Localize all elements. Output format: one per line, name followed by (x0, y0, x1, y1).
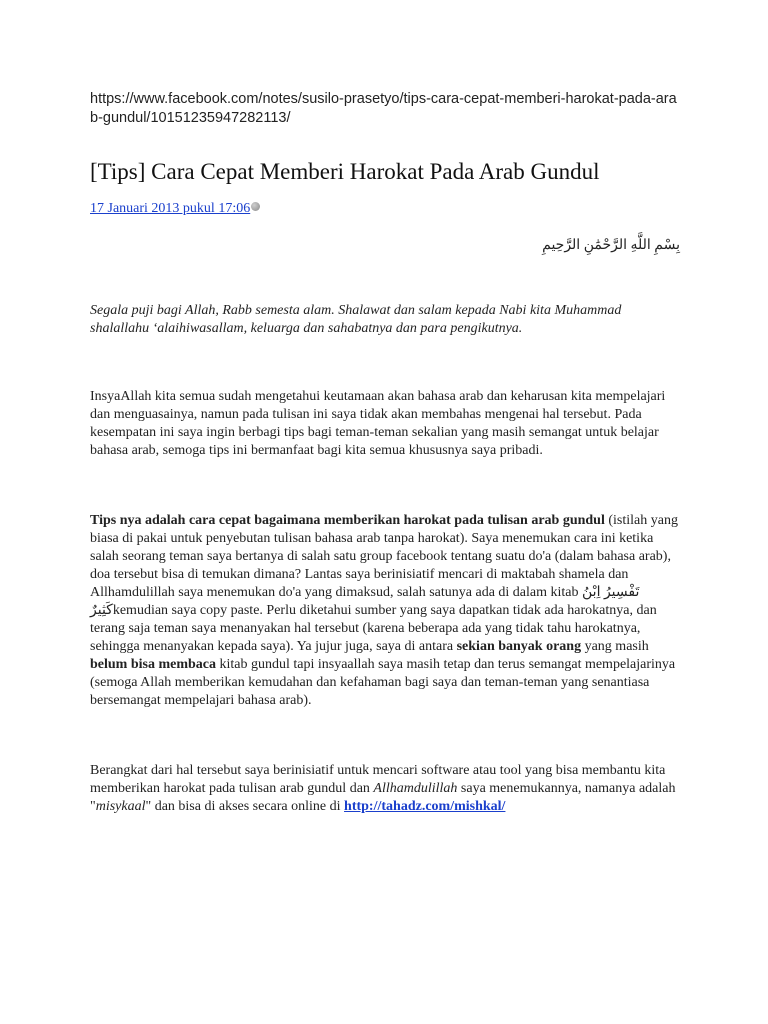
paragraph-3-text-1: Berangkat dari hal tersebut saya berinisiatif untuk mencari software atau tool yang bisa membantu kita memberikan harokat pada tulisan arab gundul dan (90, 763, 666, 796)
kitab-arabic-title: تَفْسِيرُ اِبْنُ كَثِيرٌ (90, 585, 640, 618)
paragraph-3-text-2: saya menemukannya, namanya adalah " (90, 781, 676, 814)
italic-word-2: misykaal (95, 799, 146, 814)
post-date-link[interactable]: 17 Januari 2013 pukul 17:06 (90, 201, 251, 216)
bold-phrase-2: belum bisa membaca (90, 657, 216, 672)
paragraph-2-text-2: kemudian saya copy paste. Perlu diketahui sumber yang saya dapatkan tidak ada harokatnya, dan terang saja teman saya menanyakan hal tersebut (karena beberapa ada yang tidak tahu harokatnya, sehingga menanyakan kepada saya). Ya jujur juga, saya di antara (90, 603, 657, 654)
paragraph-2 (90, 512, 680, 710)
paragraph-2-text-3: yang masih (581, 639, 649, 654)
globe-icon (251, 202, 260, 211)
bold-phrase-1: sekian banyak orang (456, 639, 582, 654)
paragraph-2-text-4: kitab gundul tapi insyaallah saya masih tetap dan terus semangat mempelajarinya (semoga Allah memberikan kemudahan dan kefahaman bagi saya dan teman-teman yang senantiasa bersemangat mempelajari bahasa arab). (90, 657, 676, 708)
post-date-line (90, 200, 680, 218)
italic-word-1: Allhamdulillah (373, 781, 458, 796)
intro-paragraph: Segala puji bagi Allah, Rabb semesta alam. Shalawat dan salam kepada Nabi kita Muhammad shalallahu ‘alaihiwasallam, keluarga dan sahabatnya dan para pengikutnya. (90, 303, 622, 336)
paragraph-1: InsyaAllah kita semua sudah mengetahui keutamaan akan bahasa arab dan keharusan kita mempelajari dan menguasainya, namun pada tulisan ini saya tidak akan membahas mengenai hal tersebut. Pada kesempatan ini saya ingin berbagi tips bagi teman-teman sekalian yang masih semangat untuk belajar bahasa arab, semoga tips ini bermanfaat bagi kita semua khususnya saya pribadi. (90, 389, 666, 458)
tips-lead-bold: Tips nya adalah cara cepat bagaimana memberikan harokat pada tulisan arab gundul (90, 513, 605, 528)
paragraph-2-text-1: (istilah yang biasa di pakai untuk penyebutan tulisan bahasa arab tanpa harokat). Saya menemukan cara ini ketika salah seorang teman saya bertanya di salah satu group facebook tentang suatu do'a (dalam bahasa arab), doa tersebut bisa di temukan dimana? Lantas saya berinisiatif mencari di maktabah shamela dan Allhamdulillah saya menemukan do'a yang dimaksud, salah satunya ada di dalam kitab (90, 513, 678, 600)
page-title: [Tips] Cara Cepat Memberi Harokat Pada Arab Gundul (90, 159, 600, 184)
document-page (90, 90, 680, 816)
source-url: https://www.facebook.com/notes/susilo-prasetyo/tips-cara-cepat-memberi-harokat-pada-arab-gundul/10151235947282113/ (90, 91, 677, 126)
paragraph-3-text-3: " dan bisa di akses secara online di (145, 799, 345, 814)
basmala: بِسْمِ اللَّهِ الرَّحْمَٰنِ الرَّحِيمِ (542, 238, 680, 253)
mishkal-link[interactable]: http://tahadz.com/mishkal/ (344, 799, 506, 814)
paragraph-3 (90, 762, 680, 816)
